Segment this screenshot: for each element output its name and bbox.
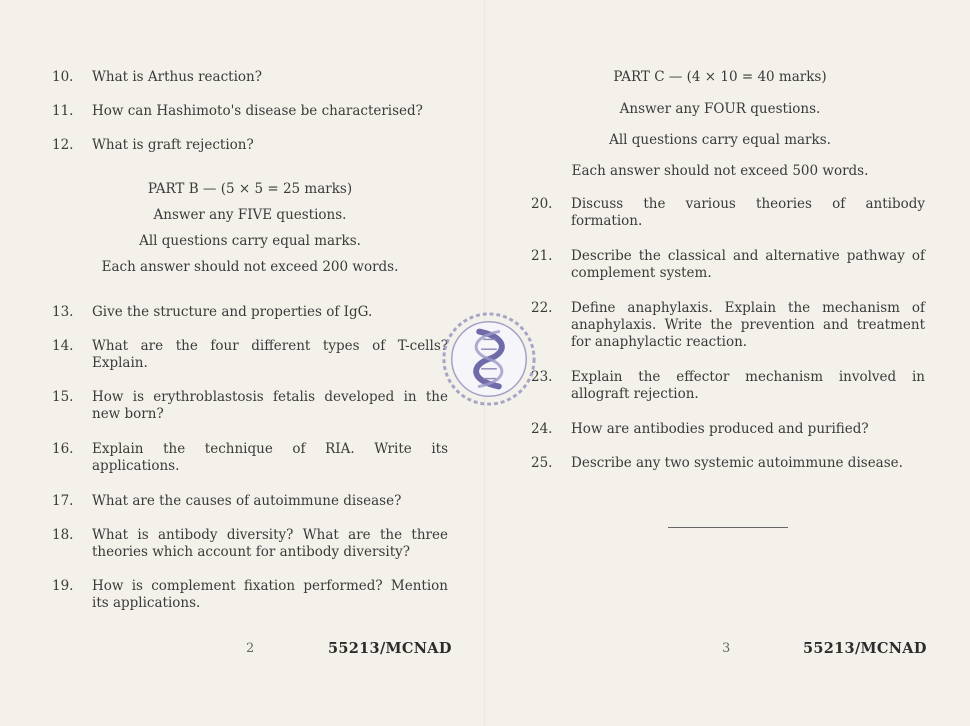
question-text-line: applications. [92, 458, 180, 474]
part-b-instruction-marks: All questions carry equal marks. [139, 233, 361, 249]
question-text: What are the causes of autoimmune disease? [92, 493, 402, 509]
part-b-instruction-answer: Answer any FIVE questions. [153, 207, 347, 223]
question-text-line: Explain the effector mechanism involved in [571, 369, 925, 385]
question-text-line: Explain. [92, 355, 148, 371]
question-number: 10. [52, 69, 74, 85]
question-number: 23. [531, 369, 553, 385]
question-number: 13. [52, 304, 74, 320]
question-number: 12. [52, 137, 74, 153]
question-number: 25. [531, 455, 553, 471]
question-text-line: Explain the technique of RIA. Write its [92, 441, 448, 457]
part-b-instruction-words: Each answer should not exceed 200 words. [101, 259, 399, 275]
page-number: 3 [722, 641, 731, 656]
part-c-heading: PART C — (4 × 10 = 40 marks) [613, 69, 827, 85]
question-text-line: How is erythroblastosis fetalis developed in the [92, 389, 448, 405]
exam-page-3 [485, 0, 970, 726]
question-number: 15. [52, 389, 74, 405]
question-text-line: How is complement fixation performed? Mention [92, 578, 448, 594]
part-c-instruction-answer: Answer any FOUR questions. [619, 101, 821, 117]
question-text-line: Discuss the various theories of antibody [571, 196, 925, 212]
question-text-line: new born? [92, 406, 164, 422]
question-number: 11. [52, 103, 74, 119]
question-number: 22. [531, 300, 553, 316]
paper-code: 55213/MCNAD [328, 640, 452, 657]
question-text-line: What are the four different types of T-cells? [92, 338, 448, 354]
question-text-line: Define anaphylaxis. Explain the mechanism of [571, 300, 925, 316]
question-text: How are antibodies produced and purified? [571, 421, 869, 437]
question-text-line: anaphylaxis. Write the prevention and treatment [571, 317, 925, 333]
question-text-line: Describe the classical and alternative pathway of [571, 248, 925, 264]
question-text-line: its applications. [92, 595, 201, 611]
question-number: 14. [52, 338, 74, 354]
part-c-instruction-marks: All questions carry equal marks. [609, 132, 831, 148]
part-b-heading: PART B — (5 × 5 = 25 marks) [147, 181, 353, 197]
question-number: 19. [52, 578, 74, 594]
question-text: What is graft rejection? [92, 137, 254, 153]
question-text-line: formation. [571, 213, 643, 229]
question-number: 16. [52, 441, 74, 457]
question-text: Describe any two systemic autoimmune disease. [571, 455, 903, 471]
question-text: What is Arthus reaction? [92, 69, 262, 85]
end-rule [668, 527, 788, 528]
page-number: 2 [246, 641, 255, 656]
question-number: 20. [531, 196, 553, 212]
question-text: How can Hashimoto's disease be characterised? [92, 103, 423, 119]
question-number: 18. [52, 527, 74, 543]
question-text-line: theories which account for antibody diversity? [92, 544, 410, 560]
part-c-instruction-words: Each answer should not exceed 500 words. [571, 163, 869, 179]
question-text-line: What is antibody diversity? What are the three [92, 527, 448, 543]
question-text-line: for anaphylactic reaction. [571, 334, 748, 350]
question-text: Give the structure and properties of IgG. [92, 304, 373, 320]
question-text-line: complement system. [571, 265, 712, 281]
dna-helix-seal-icon [440, 310, 538, 408]
question-text-line: allograft rejection. [571, 386, 699, 402]
paper-code: 55213/MCNAD [803, 640, 927, 657]
question-number: 24. [531, 421, 553, 437]
question-number: 17. [52, 493, 74, 509]
question-number: 21. [531, 248, 553, 264]
